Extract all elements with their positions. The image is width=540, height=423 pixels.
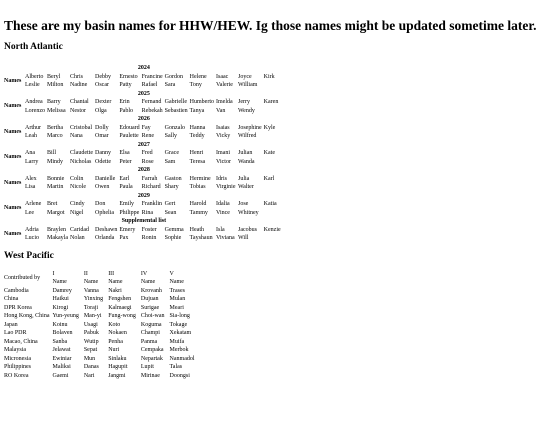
- typhoon-name: Yinxing: [83, 296, 104, 302]
- typhoon-name: Xekatam: [169, 330, 192, 336]
- names-row: [4, 183, 286, 192]
- storm-name: Owen: [95, 184, 110, 190]
- list-column-header: [84, 270, 108, 287]
- storm-name: Vicky: [215, 133, 231, 139]
- west-pacific-heading: West Pacific: [4, 250, 54, 261]
- year-caption-row: [4, 192, 286, 201]
- list-column-header: [141, 270, 170, 287]
- year-caption-row: [4, 115, 286, 124]
- names-row: [4, 209, 286, 218]
- storm-name: Isaias: [215, 124, 230, 131]
- typhoon-name: Danas: [83, 364, 99, 370]
- storm-name: Dexter: [95, 99, 112, 105]
- names-row-header: Names: [4, 230, 22, 237]
- storm-name: Wanda: [237, 158, 255, 165]
- storm-name: Beryl: [47, 73, 61, 80]
- storm-name: Julian: [237, 150, 253, 156]
- list-number: II: [83, 270, 88, 277]
- wp-row: [4, 372, 200, 381]
- typhoon-name: Hagupit: [108, 364, 128, 370]
- typhoon-name: Lupit: [140, 364, 154, 370]
- year-caption-row: [4, 64, 286, 73]
- typhoon-name: Meari: [169, 304, 184, 311]
- storm-name: Heath: [189, 226, 204, 233]
- wp-row: [4, 321, 200, 330]
- storm-name: Alex: [25, 175, 37, 182]
- storm-name: Pax: [119, 235, 129, 241]
- typhoon-name: Koinu: [52, 321, 68, 328]
- list-number: III: [108, 270, 115, 277]
- storm-name: Mindy: [47, 158, 64, 165]
- names-row: [4, 200, 286, 209]
- year-caption: 2028: [137, 167, 150, 173]
- year-caption-row: [4, 141, 286, 150]
- storm-name: Rina: [141, 209, 153, 216]
- storm-name: Shary: [164, 184, 179, 190]
- storm-name: Paula: [119, 184, 133, 190]
- typhoon-name: Usagi: [83, 321, 98, 328]
- typhoon-name: Choi-wan: [140, 313, 165, 319]
- year-caption: 2024: [137, 65, 150, 71]
- storm-name: Chris: [70, 73, 84, 80]
- storm-name: Nicholas: [70, 158, 92, 165]
- storm-name: Emery: [119, 226, 136, 233]
- typhoon-name: Wutip: [83, 338, 99, 345]
- wp-row: [4, 295, 200, 304]
- typhoon-name: Nari: [83, 372, 95, 379]
- storm-name: Erin: [119, 99, 130, 105]
- typhoon-name: Ewiniar: [52, 355, 72, 362]
- wp-row: [4, 363, 200, 372]
- storm-name: Peter: [119, 158, 132, 165]
- storm-name: Rebekah: [141, 107, 163, 114]
- names-row: [4, 98, 286, 107]
- storm-name: Danny: [95, 150, 111, 156]
- list-column-header: [170, 270, 200, 287]
- list-column-header: [108, 270, 141, 287]
- typhoon-name: Talas: [169, 364, 183, 370]
- storm-name: Ophelia: [95, 209, 114, 216]
- storm-name: Francine: [141, 73, 163, 80]
- contributing-country: Micronesia: [4, 355, 31, 362]
- storm-name: Melissa: [47, 107, 66, 114]
- typhoon-name: Surigae: [140, 304, 160, 311]
- storm-name: Henri: [189, 150, 204, 156]
- typhoon-name: Kirogi: [52, 304, 69, 311]
- wp-header-row: [4, 270, 200, 287]
- storm-name: Makayla: [47, 235, 68, 241]
- typhoon-name: Maliksi: [52, 364, 71, 370]
- wp-row: [4, 355, 200, 364]
- storm-name: Imelda: [215, 99, 233, 105]
- storm-name: Tanya: [189, 107, 205, 114]
- storm-name: Nolan: [70, 235, 85, 241]
- names-row: [4, 234, 286, 243]
- storm-name: Hanna: [189, 124, 206, 131]
- storm-name: Patty: [119, 82, 132, 88]
- storm-name: Whitney: [237, 209, 259, 216]
- storm-name: Franklin: [141, 201, 162, 207]
- names-row: [4, 124, 286, 133]
- names-row-header: Names: [4, 103, 22, 110]
- names-row-header: Names: [4, 205, 22, 212]
- list-label: Name: [140, 279, 156, 285]
- typhoon-name: Tokage: [169, 321, 188, 328]
- storm-name: Van: [215, 107, 226, 114]
- storm-name: Vince: [215, 209, 230, 216]
- storm-name: Sebastien: [164, 107, 188, 114]
- storm-name: Andrea: [25, 99, 43, 105]
- storm-name: Imani: [215, 150, 230, 156]
- storm-name: Dolly: [95, 124, 109, 131]
- typhoon-name: Jelawat: [52, 347, 71, 353]
- typhoon-name: Trases: [169, 287, 185, 294]
- storm-name: Idalia: [215, 201, 230, 207]
- list-column-header: [53, 270, 84, 287]
- storm-name: Virginie: [215, 184, 236, 190]
- typhoon-name: Vanna: [83, 287, 99, 294]
- storm-name: Isaac: [215, 73, 229, 80]
- storm-name: Adria: [25, 226, 39, 233]
- storm-name: Elsa: [119, 150, 130, 156]
- storm-name: Kirk: [263, 73, 275, 80]
- typhoon-name: Sia-long: [169, 313, 190, 319]
- storm-name: Viviana: [215, 235, 235, 241]
- storm-name: Arlene: [25, 201, 42, 207]
- storm-name: Sean: [164, 209, 177, 216]
- year-caption-row: [4, 166, 286, 175]
- storm-name: Hermine: [189, 175, 211, 182]
- storm-name: Gaston: [164, 175, 182, 182]
- storm-name: Victor: [215, 158, 231, 165]
- typhoon-name: Nanmadol: [169, 355, 195, 362]
- typhoon-name: Doongsi: [169, 372, 190, 379]
- storm-name: Farrah: [141, 175, 158, 182]
- storm-name: Karl: [263, 175, 275, 182]
- storm-name: Gonzalo: [164, 124, 185, 131]
- storm-name: Ernesto: [119, 73, 138, 80]
- storm-name: Fernand: [141, 99, 162, 105]
- storm-name: Rafael: [141, 82, 158, 88]
- typhoon-name: Fengshen: [108, 296, 132, 302]
- storm-name: Braylen: [47, 226, 66, 233]
- storm-name: Nigel: [70, 209, 84, 216]
- names-row-header: Names: [4, 179, 22, 186]
- typhoon-name: Bolaven: [52, 330, 73, 336]
- contributing-country: Cambodia: [4, 287, 29, 294]
- storm-name: Colin: [70, 175, 84, 182]
- storm-name: Nadine: [70, 82, 88, 88]
- typhoon-name: Champi: [140, 330, 160, 336]
- names-row: [4, 81, 286, 90]
- contributing-country: Philippines: [4, 364, 32, 370]
- typhoon-name: Kalmaegi: [108, 304, 132, 311]
- names-row: [4, 73, 286, 82]
- document-page: [0, 18, 540, 380]
- storm-name: Lucio: [25, 235, 39, 241]
- west-pacific-table: [4, 270, 200, 381]
- storm-name: Jerry: [237, 99, 250, 105]
- storm-name: Sophie: [164, 235, 182, 241]
- typhoon-name: Mulan: [169, 296, 186, 302]
- names-row: [4, 107, 286, 116]
- typhoon-name: Yun-yeung: [52, 313, 79, 319]
- typhoon-name: Gaemi: [52, 372, 69, 379]
- typhoon-name: Mun: [83, 355, 96, 362]
- storm-name: Paulette: [119, 133, 139, 139]
- storm-name: Martin: [47, 184, 64, 190]
- storm-name: Bertha: [47, 124, 63, 131]
- storm-name: Leah: [25, 133, 37, 139]
- storm-name: Rene: [141, 133, 154, 139]
- storm-name: Gordon: [164, 73, 183, 80]
- storm-name: Foster: [141, 226, 157, 233]
- storm-name: Cindy: [70, 201, 85, 207]
- year-caption-row: [4, 90, 286, 99]
- list-label: Name: [169, 279, 184, 285]
- storm-name: Lee: [25, 209, 34, 216]
- storm-name: Wilfred: [237, 133, 257, 139]
- storm-name: Joyce: [237, 73, 252, 80]
- typhoon-name: Fung-wong: [108, 313, 136, 319]
- year-caption: 2027: [137, 141, 150, 148]
- names-row: [4, 149, 286, 158]
- typhoon-name: Dujuan: [140, 296, 159, 302]
- wp-row: [4, 287, 200, 296]
- storm-name: Walter: [237, 184, 254, 190]
- typhoon-name: Haikui: [52, 296, 69, 302]
- storm-name: Odette: [95, 158, 111, 165]
- names-row-header: Names: [4, 128, 22, 135]
- page-title: These are my basin names for HHW/HEW. Ig those names might be updated sometime later.: [4, 18, 537, 33]
- list-number: V: [169, 270, 174, 277]
- storm-name: Sam: [164, 158, 176, 165]
- storm-name: Humberto: [189, 99, 214, 105]
- typhoon-name: Mirinae: [140, 372, 160, 379]
- storm-name: Don: [95, 201, 106, 207]
- storm-name: Margot: [47, 209, 65, 216]
- list-label: Name: [83, 279, 99, 285]
- contributing-country: Japan: [4, 321, 18, 328]
- contributing-country: China: [4, 296, 19, 302]
- storm-name: Kyle: [263, 124, 276, 131]
- storm-name: Kate: [263, 150, 275, 156]
- typhoon-name: Sanba: [52, 338, 68, 345]
- storm-name: Teresa: [189, 158, 206, 165]
- storm-name: Bret: [47, 201, 58, 207]
- storm-name: Gert: [164, 201, 176, 207]
- storm-name: Katia: [263, 201, 277, 207]
- storm-name: Claudette: [70, 150, 93, 156]
- storm-name: Fay: [141, 124, 151, 131]
- storm-name: Valerie: [215, 82, 233, 88]
- storm-name: Karen: [263, 99, 279, 105]
- wp-row: [4, 346, 200, 355]
- list-label: Name: [108, 279, 123, 285]
- storm-name: Caridad: [70, 226, 89, 233]
- typhoon-name: Nuri: [108, 347, 120, 353]
- storm-name: Arthur: [25, 124, 41, 131]
- contributing-country: RO Korea: [4, 372, 29, 379]
- storm-name: Isla: [215, 226, 225, 233]
- typhoon-name: Nokaen: [108, 330, 127, 336]
- storm-name: Milton: [47, 82, 64, 88]
- storm-name: Debby: [95, 73, 111, 80]
- storm-name: Cristobal: [70, 124, 92, 131]
- wp-row: [4, 312, 200, 321]
- contributing-country: Hong Kong, China: [4, 313, 50, 319]
- typhoon-name: Nakri: [108, 287, 122, 294]
- storm-name: Nana: [70, 133, 83, 139]
- storm-name: Bill: [47, 150, 57, 156]
- storm-name: William: [237, 82, 258, 88]
- contributed-by-header: Contributed by: [4, 274, 41, 281]
- typhoon-name: Penha: [108, 338, 123, 345]
- year-caption: 2025: [137, 90, 150, 97]
- typhoon-name: Damrey: [52, 287, 72, 294]
- names-row: [4, 158, 286, 167]
- storm-name: Lisa: [25, 184, 36, 190]
- year-caption-row: [4, 217, 286, 226]
- typhoon-name: Sepat: [83, 347, 98, 353]
- storm-name: Will: [237, 235, 249, 241]
- contributing-country: Lao PDR: [4, 330, 27, 336]
- storm-name: Orlanda: [95, 235, 115, 241]
- storm-name: Julia: [237, 175, 250, 182]
- storm-name: Gemma: [164, 226, 184, 233]
- year-caption: Supplemental list: [121, 218, 167, 224]
- storm-name: Nestor: [70, 107, 86, 114]
- storm-name: Barry: [47, 99, 61, 105]
- storm-name: Olga: [95, 107, 107, 114]
- storm-name: Tayshaun: [189, 235, 213, 241]
- storm-name: Ana: [25, 150, 35, 156]
- storm-name: Omar: [95, 133, 109, 139]
- storm-name: Philippe: [119, 209, 140, 216]
- typhoon-name: Koto: [108, 321, 121, 328]
- storm-name: Deshawn: [95, 226, 118, 233]
- storm-name: Larry: [25, 158, 39, 165]
- storm-name: Nicole: [70, 184, 86, 190]
- storm-name: Lorenzo: [25, 107, 45, 114]
- storm-name: Chantal: [70, 99, 89, 105]
- contributing-country: Malaysia: [4, 347, 26, 353]
- storm-name: Sally: [164, 133, 177, 139]
- wp-row: [4, 329, 200, 338]
- storm-name: Grace: [164, 150, 179, 156]
- list-number: IV: [140, 270, 148, 277]
- year-caption: 2026: [137, 116, 150, 122]
- storm-name: Danielle: [95, 175, 116, 182]
- storm-name: Oscar: [95, 82, 109, 88]
- storm-name: Jose: [237, 201, 249, 207]
- storm-name: Bonnie: [47, 175, 65, 182]
- storm-name: Tobias: [189, 184, 206, 190]
- names-row: [4, 132, 286, 141]
- storm-name: Tammy: [189, 209, 208, 216]
- typhoon-name: Sinlaku: [108, 355, 127, 362]
- list-label: Name: [52, 279, 67, 285]
- storm-name: Fred: [141, 150, 153, 156]
- storm-name: Edouard: [119, 124, 140, 131]
- typhoon-name: Toraji: [83, 304, 99, 311]
- storm-name: Kenzie: [263, 226, 281, 233]
- storm-name: Tony: [189, 82, 202, 88]
- storm-name: Wendy: [237, 107, 255, 114]
- storm-name: Sara: [164, 82, 176, 88]
- storm-name: Helene: [189, 73, 207, 80]
- list-number: I: [52, 270, 55, 277]
- contributing-country: Macao, China: [4, 338, 38, 345]
- storm-name: Idris: [215, 175, 227, 182]
- wp-row: [4, 304, 200, 313]
- storm-name: Gabrielle: [164, 99, 187, 105]
- storm-name: Jacobus: [237, 226, 257, 233]
- names-row: [4, 226, 286, 235]
- typhoon-name: Cempaka: [140, 347, 164, 353]
- storm-name: Leslie: [25, 82, 40, 88]
- typhoon-name: Man-yi: [83, 313, 102, 319]
- storm-name: Marco: [47, 133, 63, 139]
- year-caption: 2029: [137, 192, 150, 199]
- storm-name: Pablo: [119, 107, 133, 114]
- storm-name: Ronin: [141, 235, 157, 241]
- north-atlantic-table: [4, 64, 286, 243]
- storm-name: Rose: [141, 158, 154, 165]
- typhoon-name: Panma: [140, 338, 158, 345]
- typhoon-name: Nepartak: [140, 355, 163, 362]
- typhoon-name: Muifa: [169, 338, 185, 345]
- names-row-header: Names: [4, 154, 22, 161]
- names-row: [4, 175, 286, 184]
- north-atlantic-heading: North Atlantic: [4, 42, 63, 52]
- storm-name: Josephine: [237, 124, 262, 131]
- storm-name: Harold: [189, 201, 207, 207]
- typhoon-name: Merbok: [169, 347, 189, 353]
- storm-name: Alberto: [25, 73, 44, 80]
- storm-name: Teddy: [189, 133, 205, 139]
- typhoon-name: Krovanh: [140, 287, 162, 294]
- typhoon-name: Koguma: [140, 321, 162, 328]
- typhoon-name: Jangmi: [108, 372, 126, 379]
- typhoon-name: Pabuk: [83, 330, 99, 336]
- wp-row: [4, 338, 200, 347]
- contributing-country: DPR Korea: [4, 304, 32, 311]
- storm-name: Richard: [141, 184, 161, 190]
- storm-name: Emily: [119, 201, 134, 207]
- storm-name: Earl: [119, 175, 130, 182]
- names-row-header: Names: [4, 77, 22, 84]
